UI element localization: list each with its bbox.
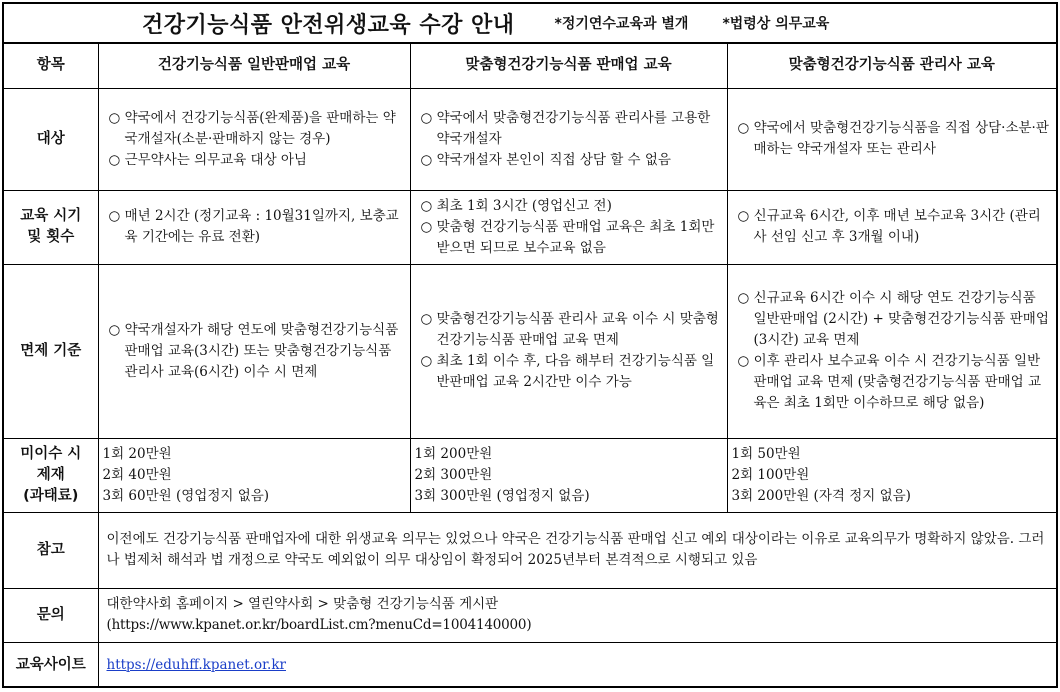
cell-timing-custom-manager [727,190,1056,264]
text-line: ○ 맞춤형 건강기능식품 판매업 교육은 최초 1회만 받으면 되므로 보수교육 없음 [420,218,715,256]
label-site: 교육사이트 [4,642,98,688]
row-inquiry [4,588,1056,642]
cell-site [98,642,1056,688]
header-item: 항목 [4,44,98,88]
cell-penalty-general [98,438,410,512]
penalty-3rd: 3회 200만원 (자격 정지 없음) [731,487,911,504]
text-line: ○ 약국에서 맞춤형건강기능식품을 직접 상담·소분·판매하는 약국개설자 또는 관리사 [737,120,1049,157]
text-line: ○ 약국에서 건강기능식품(완제품)을 판매하는 약국개설자(소분·판매하지 않는 경우) [108,109,396,147]
penalty-2nd: 2회 100만원 [731,466,810,483]
cell-target-custom-manager [727,88,1056,190]
label-reference: 참고 [4,512,98,588]
notice-document [2,2,1058,688]
cell-timing-custom-sales [410,190,727,264]
label-timing-line2: 및 횟수 [27,229,75,245]
cell-inquiry [98,588,1056,642]
label-inquiry: 문의 [4,588,98,642]
row-target [4,88,1056,190]
label-target: 대상 [4,88,98,190]
text-line: ○ 신규교육 6시간 이수 시 해당 연도 건강기능식품 일반판매업 (2시간) + 맞춤형건강기능식품 판매업 (3시간) 교육 면제 [737,290,1049,348]
text-line: ○ 약국개설자 본인이 직접 상담 할 수 없음 [420,151,671,168]
label-penalty [4,438,98,512]
row-timing [4,190,1056,264]
note-mandatory: *법령상 의무교육 [722,16,830,32]
text-line: ○ 이후 관리사 보수교육 이수 시 건강기능식품 일반판매업 교육 면제 (맞춤형건강기능식품 판매업 교육은 최초 1회만 이수하므로 해당 없음) [737,353,1042,411]
label-exemption: 면제 기준 [4,264,98,438]
header-row [4,44,1056,88]
text-line: ○ 최초 1회 3시간 (영업신고 전) [420,197,612,214]
cell-exemption-general [98,264,410,438]
page-title: 건강기능식품 안전위생교육 수강 안내 [142,12,515,38]
text-line: ○ 맞춤형건강기능식품 관리사 교육 이수 시 맞춤형건강기능식품 판매업 교육 면제 [420,311,719,348]
row-reference [4,512,1056,588]
penalty-1st: 1회 50만원 [731,445,801,462]
penalty-3rd: 3회 300만원 (영업정지 없음) [414,487,590,504]
row-site [4,642,1056,688]
note-separate: *정기연수교육과 별개 [554,16,689,32]
row-penalty [4,438,1056,512]
penalty-1st: 1회 20만원 [102,445,172,462]
title-row [4,4,1056,44]
label-timing [4,190,98,264]
cell-target-general [98,88,410,190]
text-line: ○ 최초 1회 이수 후, 다음 해부터 건강기능식품 일반판매업 교육 2시간만 이수 가능 [420,353,715,390]
text-line: ○ 매년 2시간 (정기교육 : 10월31일까지, 보충교육 기간에는 유료 전환) [108,208,399,245]
penalty-3rd: 3회 60만원 (영업정지 없음) [102,487,270,504]
label-penalty-line2: 제재 [36,466,65,483]
header-general-sales: 건강기능식품 일반판매업 교육 [98,44,410,88]
inquiry-url: (https://www.kpanet.or.kr/boardList.cm?menuCd=1004140000) [106,617,532,633]
row-exemption [4,264,1056,438]
text-line: ○ 약국개설자가 해당 연도에 맞춤형건강기능식품 판매업 교육(3시간) 또는 맞춤형건강기능식품 관리사 교육(6시간) 이수 시 면제 [108,321,399,380]
penalty-2nd: 2회 40만원 [102,466,172,483]
cell-exemption-custom-sales [410,264,727,438]
cell-exemption-custom-manager [727,264,1056,438]
cell-timing-general [98,190,410,264]
penalty-1st: 1회 200만원 [414,445,493,462]
edu-site-link[interactable]: https://eduhff.kpanet.or.kr [106,656,286,673]
text-line: ○ 신규교육 6시간, 이후 매년 보수교육 3시간 (관리사 선임 신고 후 3개월 이내) [737,208,1041,245]
cell-penalty-custom-manager [727,438,1056,512]
text-line: ○ 근무약사는 의무교육 대상 아님 [108,151,307,168]
header-custom-manager: 맞춤형건강기능식품 관리사 교육 [727,44,1056,88]
label-penalty-line1: 미이수 시 [20,445,82,462]
info-table [4,44,1056,688]
label-penalty-line3: (과태료) [23,487,79,504]
cell-reference [98,512,1056,588]
text-line: ○ 약국에서 맞춤형건강기능식품 관리사를 고용한 약국개설자 [420,109,711,147]
header-custom-sales: 맞춤형건강기능식품 판매업 교육 [410,44,727,88]
label-timing-line1: 교육 시기 [20,208,82,224]
cell-target-custom-sales [410,88,727,190]
reference-text: 이전에도 건강기능식품 판매업자에 대한 위생교육 의무는 있었으나 약국은 건강기능식품 판매업 신고 예외 대상이라는 이유로 교육의무가 명확하지 않았음. 그러나 법제처 해석과 법 개정으로 약국도 예외없이 의무 대상임이 확정되어 2025년부터 본격적으로 시행되고 있음 [106,531,1045,568]
cell-penalty-custom-sales [410,438,727,512]
inquiry-path: 대한약사회 홈페이지 > 열린약사회 > 맞춤형 건강기능식품 게시판 [106,596,499,612]
penalty-2nd: 2회 300만원 [414,466,493,483]
